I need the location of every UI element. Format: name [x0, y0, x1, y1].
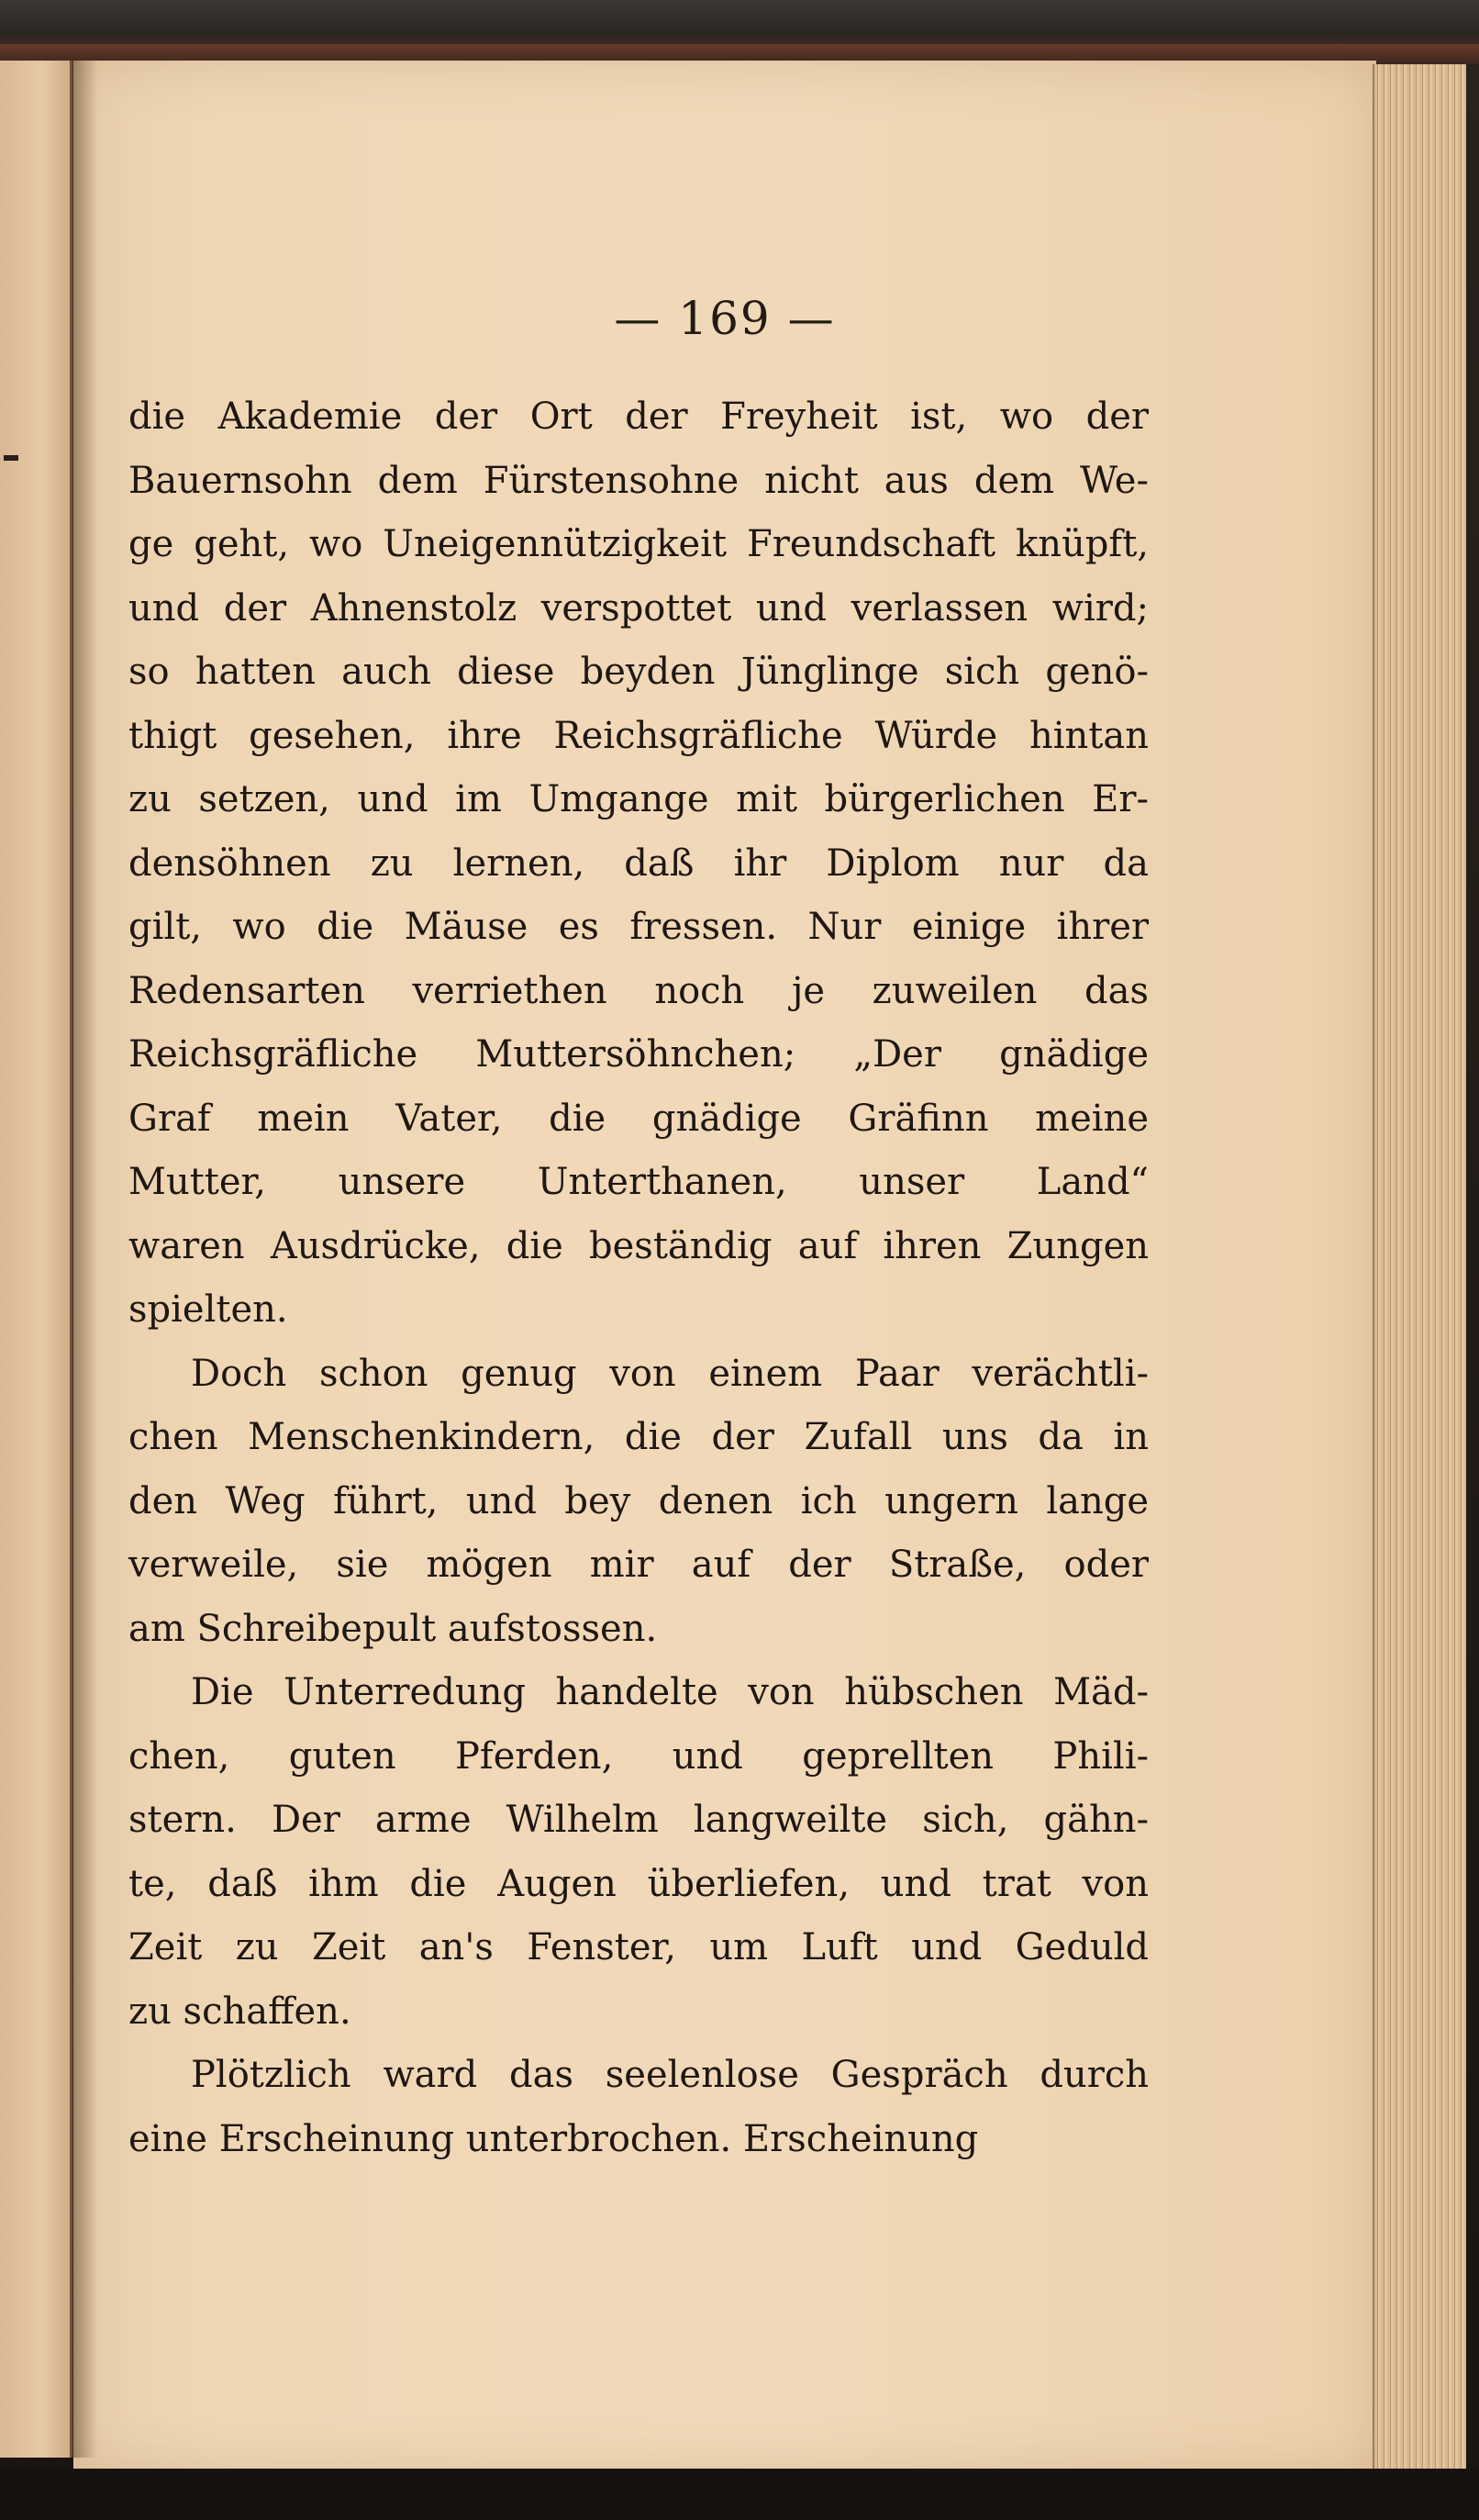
- text-line: Zeit zu Zeit an's Fenster, um Luft und Geduld: [128, 1926, 1149, 1968]
- text-line: und der Ahnenstolz verspottet und verlassen wird;: [128, 586, 1149, 630]
- text-line: zu setzen, und im Umgange mit bürgerlichen Er-: [128, 778, 1149, 820]
- text-line: zu schaffen.: [128, 1990, 351, 2033]
- page-stack-edge: [1373, 64, 1466, 2478]
- bottom-shadow: [0, 2469, 1479, 2520]
- text-line: Doch schon genug von einem Paar verächtli-: [191, 1352, 1149, 1395]
- page-number-header: — 169 —: [614, 292, 836, 345]
- gutter-shadow: [70, 61, 97, 2458]
- text-line: Plötzlich ward das seelenlose Gespräch durch: [191, 2054, 1149, 2096]
- page-text: [128, 385, 1149, 2171]
- text-line: Mutter, unsere Unterthanen, unser Land“: [128, 1161, 1149, 1203]
- text-line: die Akademie der Ort der Freyheit ist, wo der: [128, 396, 1149, 438]
- text-line: Reichsgräfliche Muttersöhnchen; „Der gnädige: [128, 1033, 1149, 1076]
- text-line: am Schreibepult aufstossen.: [128, 1607, 658, 1650]
- text-line: spielten.: [128, 1288, 288, 1331]
- text-line: eine Erscheinung unterbrochen. Erscheinung: [128, 2117, 979, 2160]
- text-line: stern. Der arme Wilhelm langweilte sich, gähn-: [128, 1799, 1149, 1841]
- text-line: so hatten auch diese beyden Jünglinge sich genö-: [128, 651, 1149, 693]
- text-line: waren Ausdrücke, die beständig auf ihren Zungen: [128, 1224, 1149, 1267]
- text-line: thigt gesehen, ihre Reichsgräfliche Würde hintan: [128, 714, 1149, 757]
- text-line: chen Menschenkindern, die der Zufall uns da in: [128, 1416, 1149, 1458]
- text-line: chen, guten Pferden, und geprellten Phili-: [128, 1734, 1149, 1778]
- text-line: ge geht, wo Uneigennützigkeit Freundschaft knüpft,: [128, 523, 1149, 565]
- facing-page-mark: [4, 455, 18, 461]
- text-line: verweile, sie mögen mir auf der Straße, oder: [128, 1544, 1149, 1586]
- text-line: densöhnen zu lernen, daß ihr Diplom nur da: [128, 842, 1149, 885]
- text-line: gilt, wo die Mäuse es fressen. Nur einige ihrer: [128, 906, 1149, 948]
- text-line: Graf mein Vater, die gnädige Gräfinn meine: [128, 1097, 1149, 1140]
- text-line: den Weg führt, und bey denen ich ungern lange: [128, 1479, 1149, 1522]
- text-line: te, daß ihm die Augen überliefen, und trat von: [128, 1862, 1149, 1905]
- facing-page-edge: [0, 61, 72, 2458]
- text-line: Bauernsohn dem Fürstensohne nicht aus dem We-: [128, 459, 1149, 502]
- text-line: Redensarten verriethen noch je zuweilen das: [128, 969, 1149, 1012]
- text-line: Die Unterredung handelte von hübschen Mäd-: [191, 1671, 1149, 1713]
